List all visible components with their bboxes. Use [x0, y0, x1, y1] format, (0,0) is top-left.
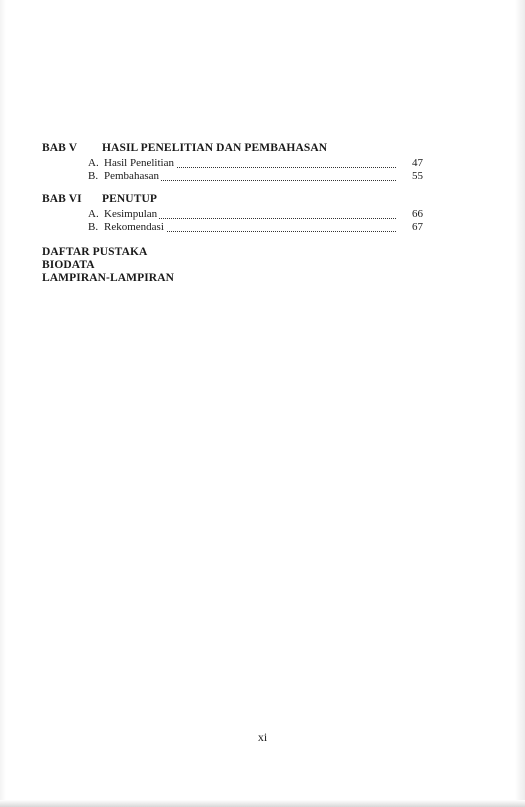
chapter-title: PENUTUP [102, 193, 158, 205]
toc-entry [88, 221, 423, 235]
chapter-title: HASIL PENELITIAN DAN PEMBAHASAN [102, 142, 328, 154]
entry-letter: B. [88, 221, 99, 233]
page-number: xi [257, 730, 268, 744]
page-bottom-edge [0, 800, 525, 807]
entry-letter: A. [88, 208, 99, 220]
entry-letter: B. [88, 170, 99, 182]
toc-chapter-heading [42, 142, 327, 154]
toc-chapter-heading [42, 193, 157, 205]
entry-title: Kesimpulan [104, 208, 158, 220]
toc-entry [88, 208, 423, 222]
entry-page-number: 66 [412, 208, 423, 220]
entry-page-number: 55 [412, 170, 423, 182]
entry-title: Pembahasan [104, 170, 159, 182]
back-matter-item: DAFTAR PUSTAKA [42, 246, 148, 258]
back-matter-item: BIODATA [42, 259, 95, 271]
chapter-number: BAB V [42, 142, 78, 154]
toc-entry [88, 157, 423, 171]
entry-title: Hasil Penelitian [104, 157, 174, 169]
entry-title: Rekomendasi [104, 221, 164, 233]
chapter-number: BAB VI [42, 193, 82, 205]
toc-entry [88, 170, 423, 184]
entry-page-number: 67 [412, 221, 423, 233]
entry-page-number: 47 [412, 157, 423, 169]
entry-letter: A. [88, 157, 99, 169]
back-matter-item: LAMPIRAN-LAMPIRAN [42, 272, 175, 284]
toc-back-matter [42, 246, 174, 285]
